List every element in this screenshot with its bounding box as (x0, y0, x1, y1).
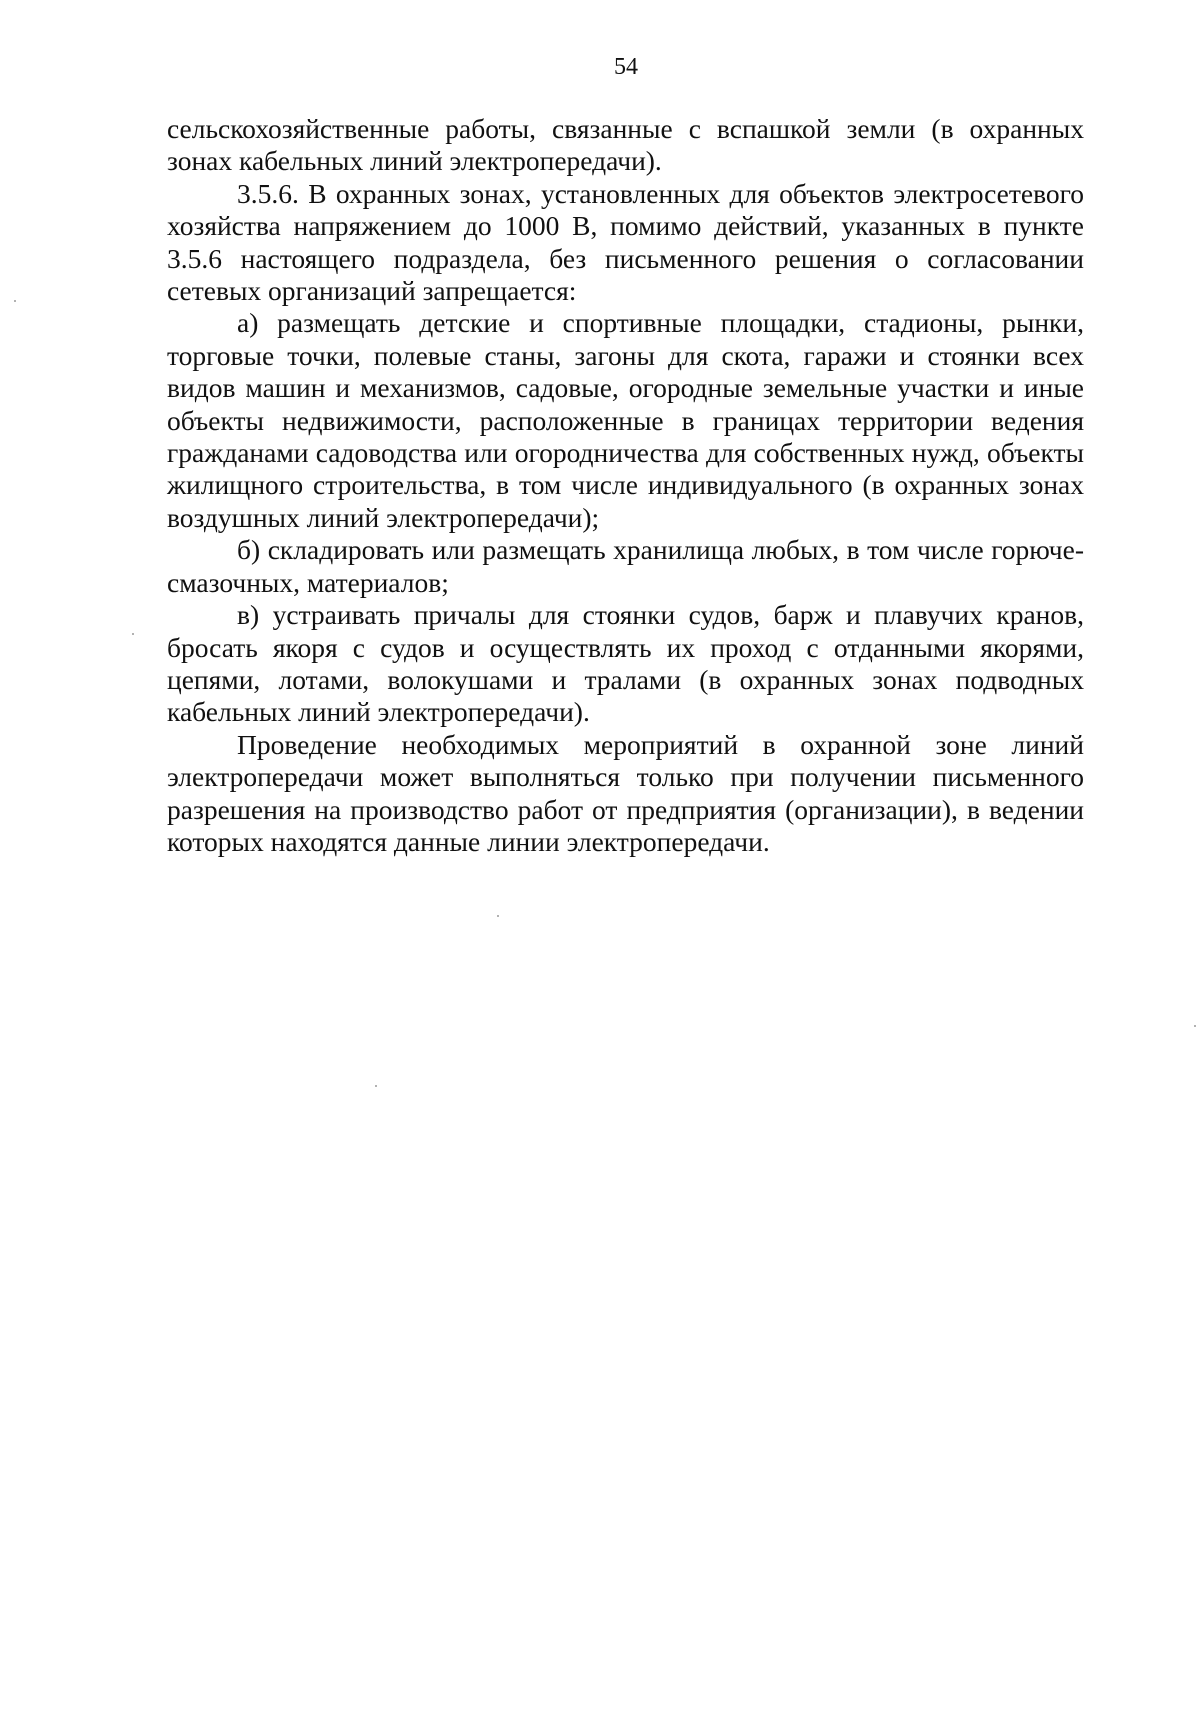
paragraph-item-b: б) складировать или размещать хранилища любых, в том числе горюче-смазочных, материалов; (167, 534, 1084, 598)
paragraph-clause-3-5-6: 3.5.6. В охранных зонах, установленных для объектов электросетевого хозяйства напряжением до 1000 В, помимо действий, указанных в пункте 3.5.6 настоящего подраздела, без письменного решения о согласовании сетевых организаций запрещается: (167, 177, 1084, 307)
scan-speck (14, 300, 16, 302)
scan-speck (132, 633, 134, 635)
scan-speck (497, 915, 499, 917)
document-body (167, 113, 1084, 858)
paragraph-item-a: а) размещать детские и спортивные площадки, стадионы, рынки, торговые точки, полевые станы, загоны для скота, гаражи и стоянки всех видов машин и механизмов, садовые, огородные земельные участки и иные объекты недвижимости, расположенные в границах территории ведения гражданами садоводства или огородничества для собственных нужд, объекты жилищного строительства, в том числе индивидуального (в охранных зонах воздушных линий электропередачи); (167, 307, 1084, 533)
paragraph-permission: Проведение необходимых мероприятий в охранной зоне линий электропередачи может выполняться только при получении письменного разрешения на производство работ от предприятия (организации), в ведении которых находятся данные линии электропередачи. (167, 728, 1084, 857)
paragraph-item-v: в) устраивать причалы для стоянки судов, барж и плавучих кранов, бросать якоря с судов и осуществлять их проход с отданными якорями, цепями, лотами, волокушами и тралами (в охранных зонах подводных кабельных линий электропередачи). (167, 599, 1084, 728)
scan-speck (375, 1085, 377, 1087)
scan-speck (1194, 1025, 1196, 1027)
paragraph-continuation: сельскохозяйственные работы, связанные с вспашкой земли (в охранных зонах кабельных линий электропередачи). (167, 113, 1084, 177)
page-number: 54 (614, 54, 638, 80)
